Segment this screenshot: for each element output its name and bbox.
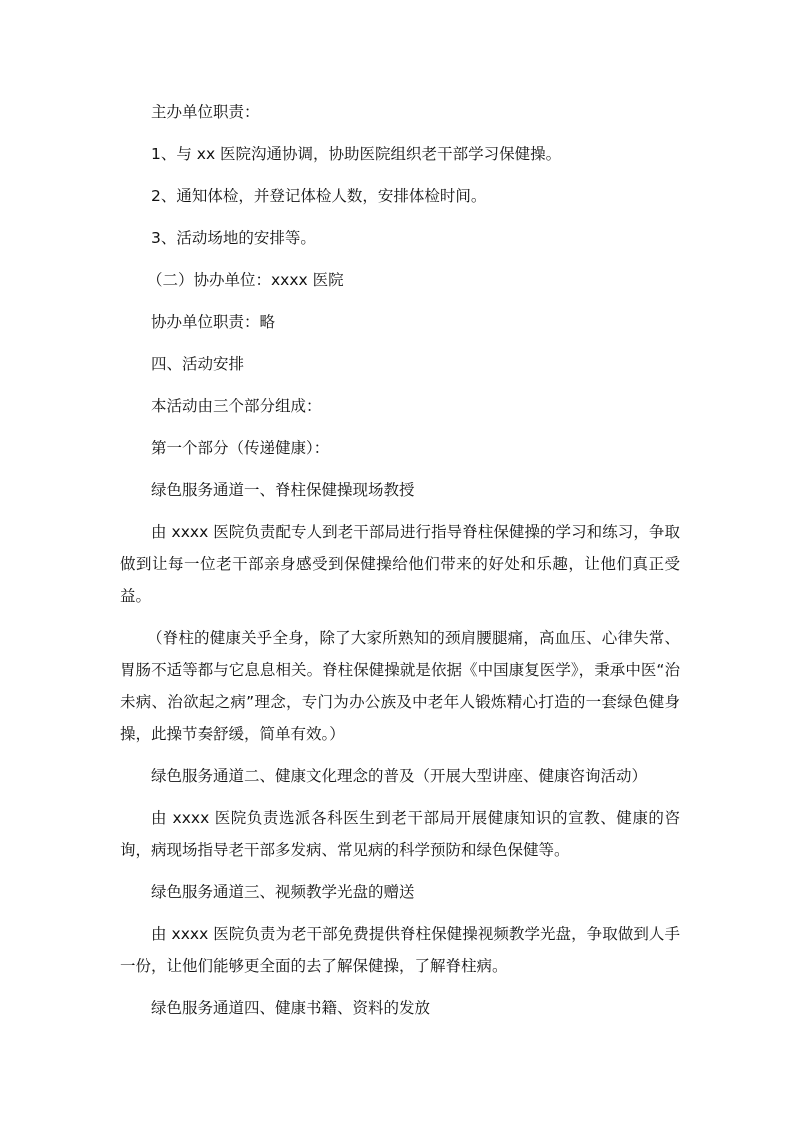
paragraph-channel-3-heading: 绿色服务通道三、视频教学光盘的赠送 — [151, 883, 415, 901]
paragraph-co-organizer-duties: 协办单位职责：略 — [151, 313, 276, 331]
paragraph-section-four-heading: 四、活动安排 — [151, 355, 245, 373]
paragraph-spine-note: （脊柱的健康关乎全身，除了大家所熟知的颈肩腰腿痛，高血压、心律失常、胃肠不适等都与它息息相关。脊柱保健操就是依据《中国康复医学》，秉承中医“治未病、治欲起之病”理念，专门为办公族及中老年人锻炼精心打造的一套绿色健身操，此操节奏舒缓，简单有效。） — [120, 629, 680, 743]
paragraph-channel-3-body: 由 xxxx 医院负责为老干部免费提供脊柱保健操视频教学光盘，争取做到人手一份，让他们能够更全面的去了解保健操，了解脊柱病。 — [120, 925, 680, 975]
paragraph-activity-composition: 本活动由三个部分组成： — [151, 397, 322, 415]
paragraph-channel-2-heading: 绿色服务通道二、健康文化理念的普及（开展大型讲座、健康咨询活动） — [151, 767, 648, 785]
paragraph-channel-4-heading: 绿色服务通道四、健康书籍、资料的发放 — [151, 999, 431, 1017]
paragraph-sponsor-duties-heading: 主办单位职责： — [151, 103, 260, 121]
paragraph-channel-1-heading: 绿色服务通道一、脊柱保健操现场教授 — [151, 481, 415, 499]
paragraph-channel-1-body: 由 xxxx 医院负责配专人到老干部局进行指导脊柱保健操的学习和练习，争取做到让每一位老干部亲身感受到保健操给他们带来的好处和乐趣，让他们真正受益。 — [120, 523, 680, 605]
paragraph-duty-1: 1、与 xx 医院沟通协调，协助医院组织老干部学习保健操。 — [151, 145, 562, 163]
paragraph-co-organizer: （二）协办单位：xxxx 医院 — [147, 271, 344, 289]
document-body — [120, 96, 680, 1034]
paragraph-duty-3: 3、活动场地的安排等。 — [151, 229, 316, 247]
paragraph-duty-2: 2、通知体检，并登记体检人数，安排体检时间。 — [151, 187, 487, 205]
paragraph-part-one-heading: 第一个部分（传递健康）： — [151, 439, 330, 457]
paragraph-channel-2-body: 由 xxxx 医院负责选派各科医生到老干部局开展健康知识的宣教、健康的咨询，病现场指导老干部多发病、常见病的科学预防和绿色保健等。 — [120, 809, 680, 859]
